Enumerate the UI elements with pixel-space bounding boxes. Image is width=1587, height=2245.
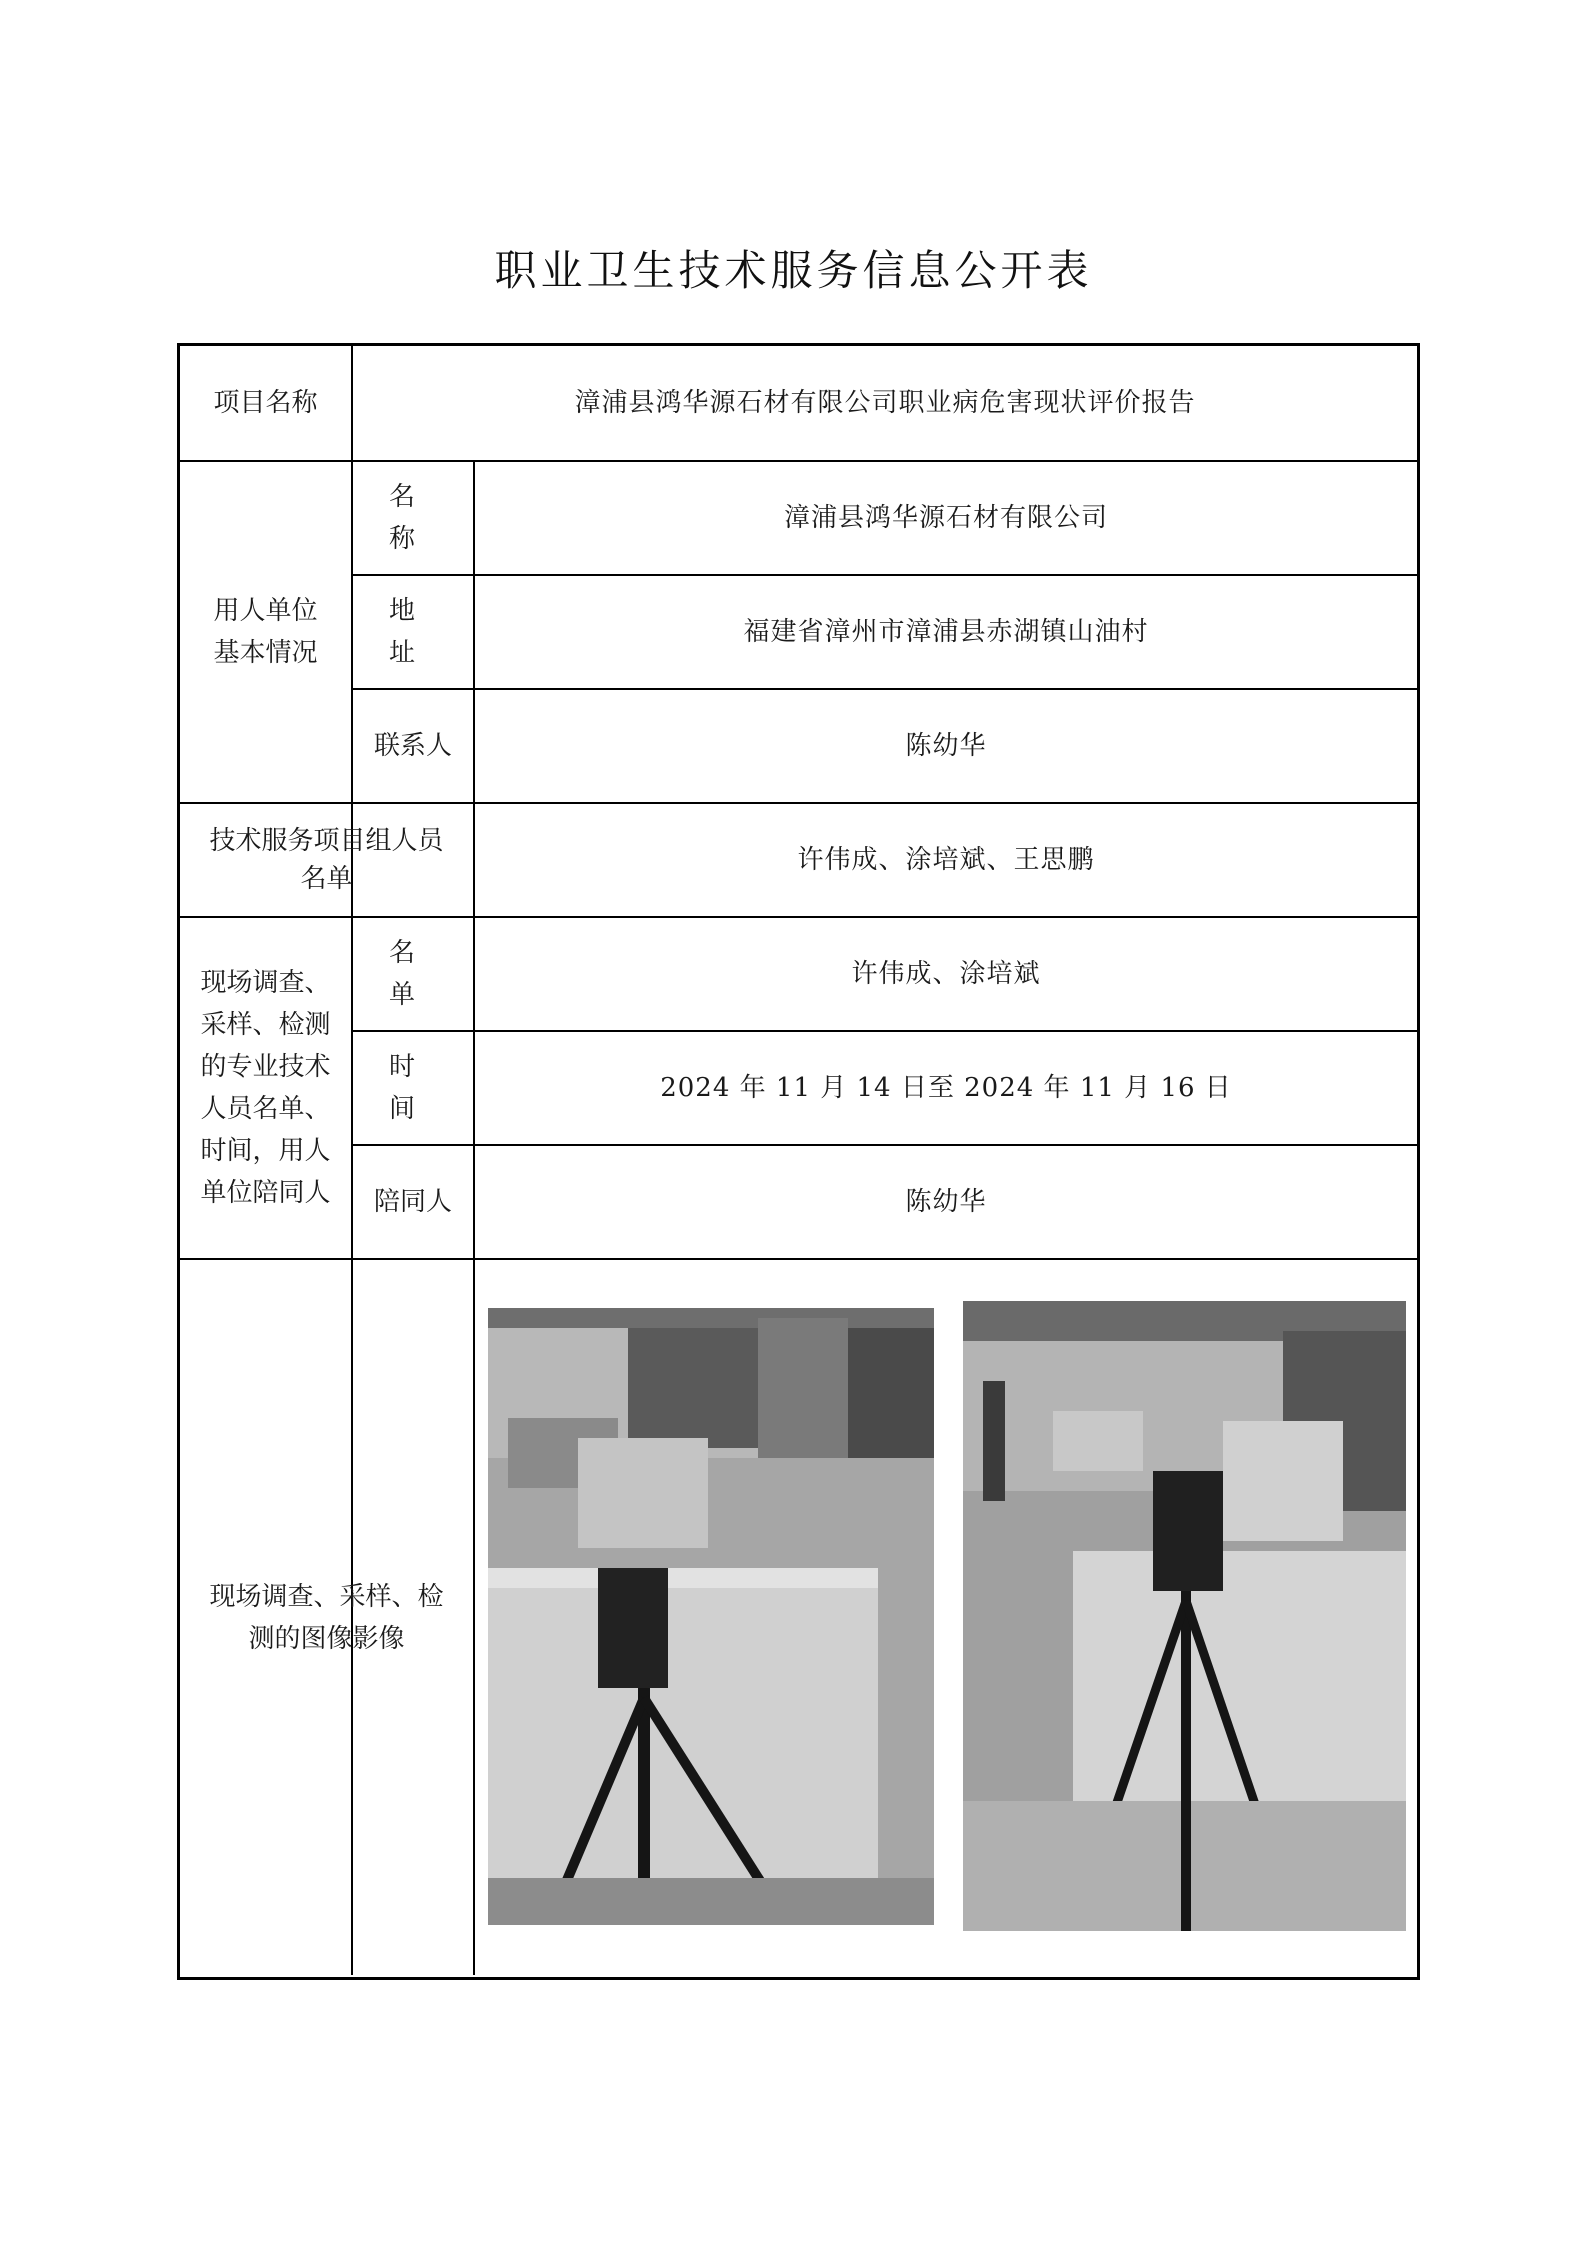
info-table bbox=[177, 343, 1420, 1980]
survey-names-value: 许伟成、涂培斌 bbox=[851, 959, 1041, 989]
employer-name-value: 漳浦县鸿华源石材有限公司 bbox=[783, 503, 1108, 533]
survey-time-value: 2024 年 11 月 14 日至 2024 年 11 月 16 日 bbox=[660, 1073, 1232, 1103]
employer-group-label bbox=[180, 462, 351, 802]
survey-label-line: 现场调查、 bbox=[200, 968, 331, 998]
images-label-line1: 现场调查、采样、检 bbox=[209, 1581, 444, 1612]
project-name-value: 漳浦县鸿华源石材有限公司职业病危害现状评价报告 bbox=[574, 388, 1196, 418]
survey-group-label bbox=[180, 918, 351, 1258]
team-value: 许伟成、涂培斌、王思鹏 bbox=[797, 845, 1095, 875]
employer-label-line1: 用人单位 bbox=[213, 596, 318, 626]
employer-address-value: 福建省漳州市漳浦县赤湖镇山油村 bbox=[743, 617, 1149, 647]
images-label-line2: 测的图像影像 bbox=[248, 1623, 405, 1654]
site-photo-1 bbox=[488, 1308, 934, 1925]
survey-label-line: 的专业技术 bbox=[200, 1052, 331, 1082]
document-title: 职业卫生技术服务信息公开表 bbox=[494, 246, 1093, 295]
site-photo-1-image bbox=[488, 1308, 934, 1925]
employer-contact-value: 陈幼华 bbox=[905, 731, 987, 761]
employer-label-line2: 基本情况 bbox=[213, 638, 318, 668]
employer-address-label: 地 址 bbox=[388, 596, 437, 668]
team-label-line1: 技术服务项目组人员 bbox=[209, 826, 444, 856]
employer-contact-label: 联系人 bbox=[373, 731, 452, 761]
survey-label-line: 时间，用人 bbox=[200, 1136, 331, 1166]
employer-name-label: 名 称 bbox=[388, 482, 437, 554]
team-label-line2: 名单 bbox=[300, 864, 353, 894]
team-label bbox=[180, 804, 473, 916]
survey-label-line: 采样、检测 bbox=[200, 1010, 331, 1040]
survey-companion-label: 陪同人 bbox=[373, 1187, 452, 1217]
site-photo-2 bbox=[963, 1301, 1406, 1931]
images-label bbox=[180, 1260, 473, 1975]
survey-companion-value: 陈幼华 bbox=[905, 1187, 987, 1217]
survey-label-line: 单位陪同人 bbox=[200, 1178, 331, 1208]
survey-names-label: 名 单 bbox=[388, 938, 437, 1010]
survey-time-label: 时 间 bbox=[388, 1052, 437, 1124]
survey-label-line: 人员名单、 bbox=[200, 1094, 331, 1124]
project-name-label: 项目名称 bbox=[213, 388, 318, 418]
site-photo-2-image bbox=[963, 1301, 1406, 1931]
